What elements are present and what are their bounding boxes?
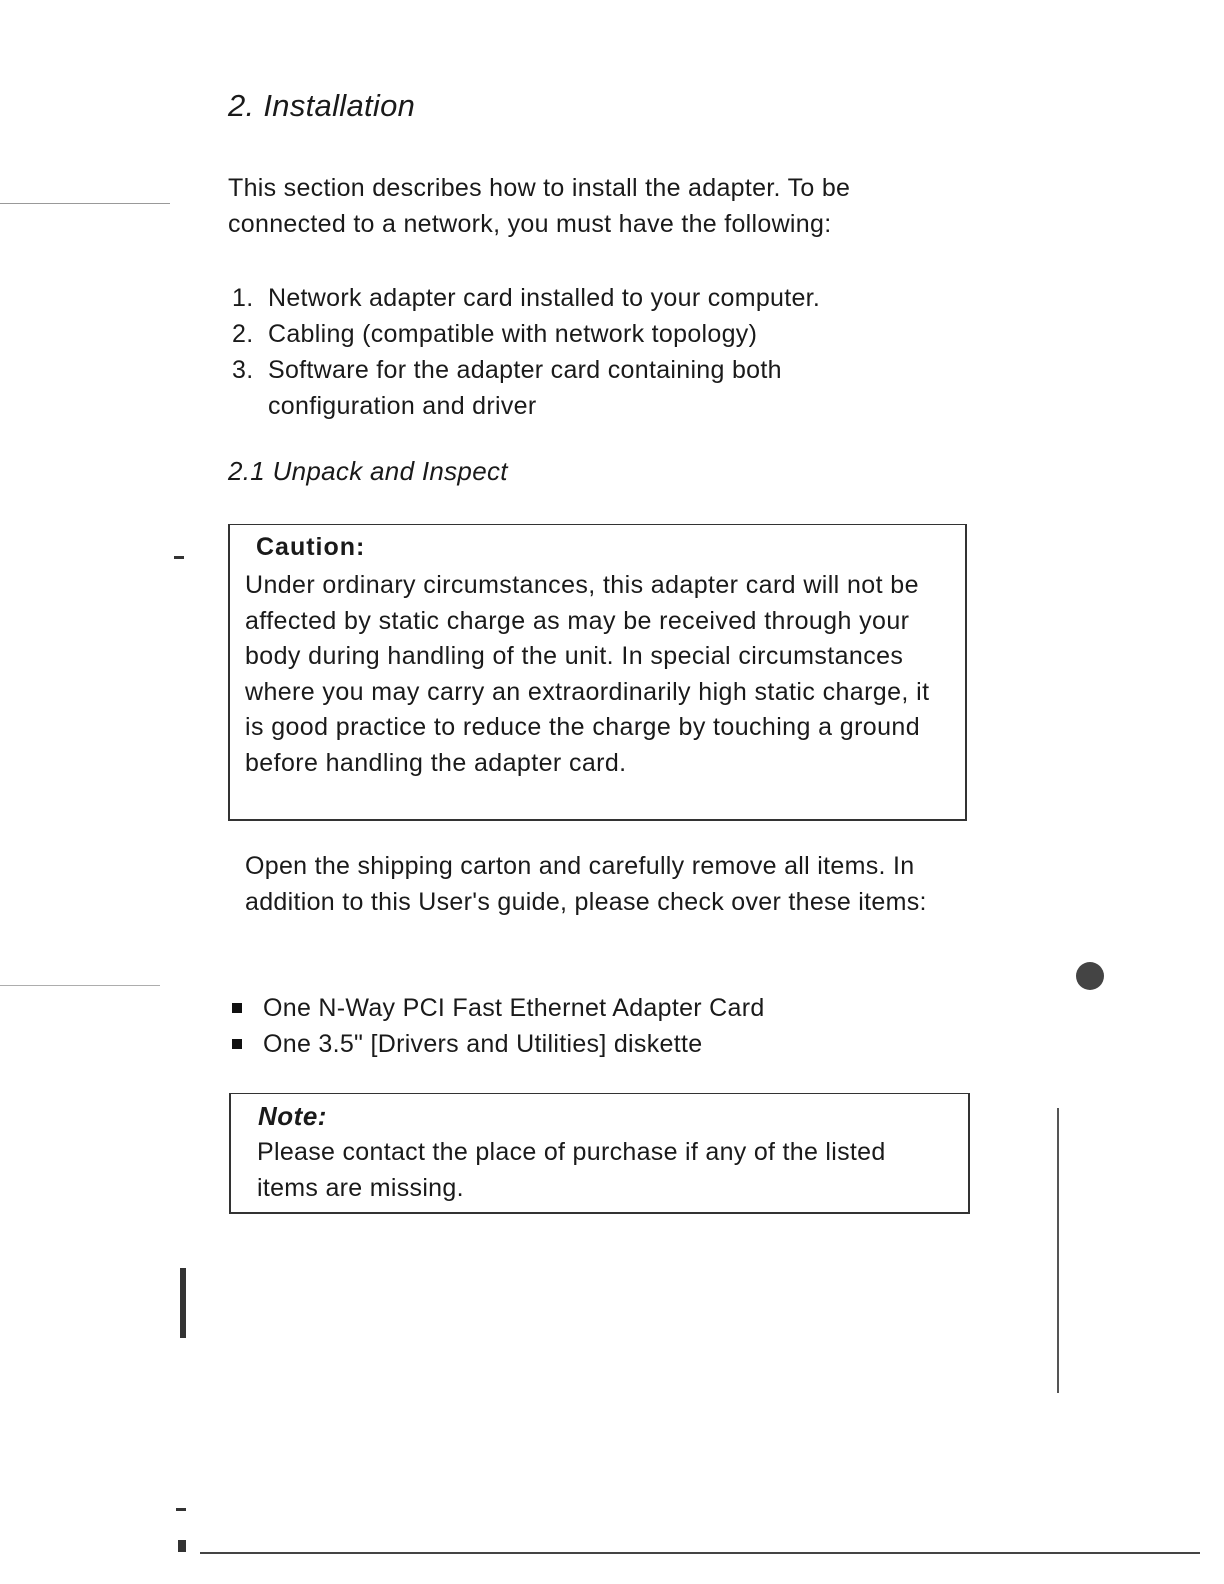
list-item [228,990,968,1026]
list-item-number: 1. [232,284,254,312]
note-box [229,1093,970,1214]
intro-line-1: This section describes how to install the adapter. To be [228,174,851,202]
bullet-icon [232,1039,242,1049]
note-text: Please contact the place of purchase if any of the listed items are missing. [257,1138,886,1202]
note-title: Note: [258,1101,327,1131]
unpack-instructions: Open the shipping carton and carefully remove all items. In addition to this User's guide, please check over these items: [245,852,927,916]
bullet-icon [232,1003,242,1013]
subsection-title: 2.1 Unpack and Inspect [228,456,508,486]
list-item-text: Cabling (compatible with network topology) [268,320,758,348]
margin-rule [1057,1108,1059,1393]
section-title: 2. Installation [228,88,416,123]
scan-mark [176,1508,186,1511]
list-item-text: Software for the adapter card containing both configuration and driver [268,356,782,420]
list-item-text: Network adapter card installed to your computer. [268,284,821,312]
caution-title: Caution: [256,533,366,561]
caution-box [228,524,967,821]
caution-text: Under ordinary circumstances, this adapter card will not be affected by static charge as may be received through your body during handling of the unit. In special circumstances where you may carry an extraordinarily high static charge, it is good practice to reduce the charge by touching a ground before handling the adapter card. [245,571,930,777]
list-item-number: 3. [232,356,254,384]
scan-mark [180,1268,186,1338]
list-item [228,1026,968,1062]
requirements-list [232,280,952,424]
list-item-text: One N-Way PCI Fast Ethernet Adapter Card [263,994,765,1022]
list-item [232,280,952,316]
scan-mark [0,203,170,204]
scan-mark [0,985,160,986]
list-item [232,316,952,352]
list-item-number: 2. [232,320,254,348]
scan-mark [174,556,184,559]
footer-rule [200,1552,1200,1554]
intro-line-2: connected to a network, you must have the following: [228,210,832,238]
list-item [232,352,952,424]
scan-mark [178,1540,186,1552]
list-item-text: One 3.5" [Drivers and Utilities] diskette [263,1030,703,1058]
section-intro [228,170,988,242]
punch-hole-mark [1076,962,1104,990]
package-items-list [228,990,968,1062]
